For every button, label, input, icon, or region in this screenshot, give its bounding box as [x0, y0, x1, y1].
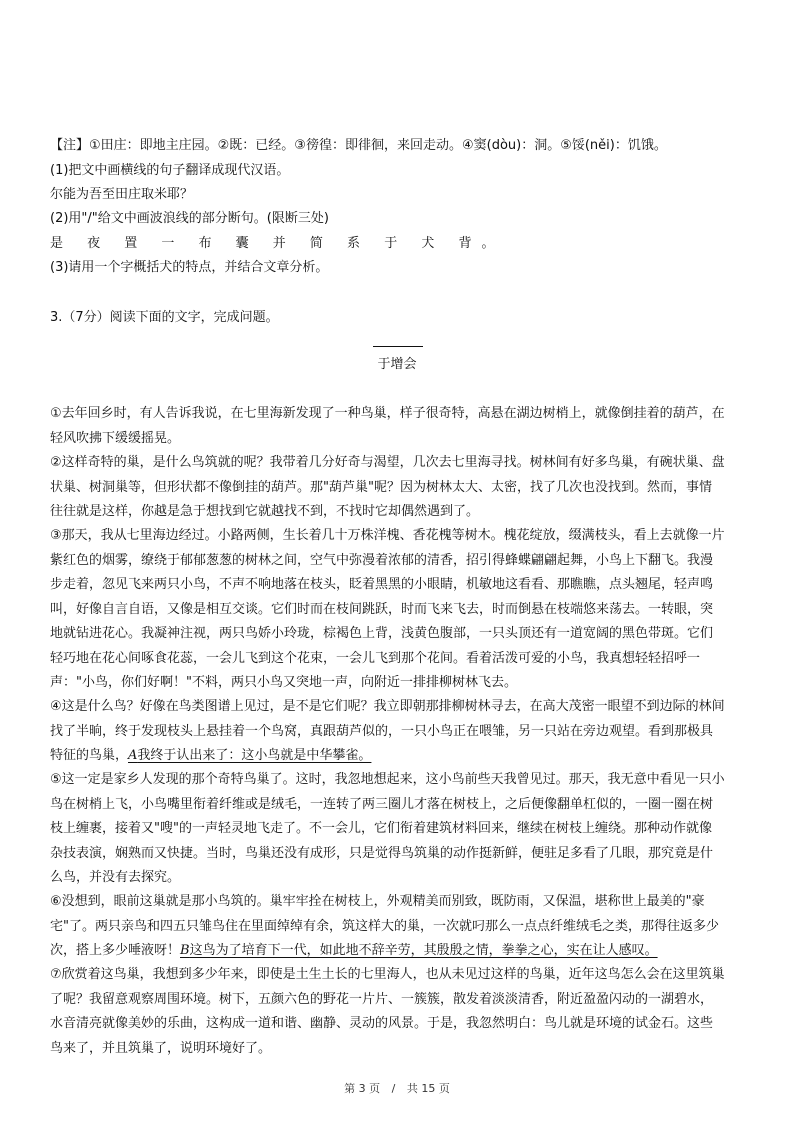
paragraph-line: 步走着，忽见飞来两只小鸟，不声不响地落在枝头，眨着黑黑的小眼睛，机敏地这看看、那瞧瞧，点头翘尾，轻声鸣 [50, 577, 714, 592]
author-name: 于增会 [377, 357, 417, 372]
paragraph-line: 枝上缠裹，接着又"嗖"的一声轻灵地飞走了。不一会儿，它们衔着建筑材料回来，继续在树枝上缠绕。那种动作就像 [50, 821, 712, 836]
text-span: 我终于认出来了：这小鸟就是中华攀雀。 [137, 748, 372, 763]
text-span: 特征的鸟巢， [50, 748, 129, 763]
paragraph-2 [50, 451, 750, 525]
paragraph-line: 鸟在树梢上飞，小鸟嘴里衔着纤维或是绒毛，一连转了两三圈儿才落在树枝上，之后便像翻单杠似的，一圈一圈在树 [50, 796, 714, 812]
paragraph-4 [50, 695, 750, 769]
section-3-heading: 3.（7分）阅读下面的文字，完成问题。 [50, 310, 279, 325]
paragraph-line: 地就钻进花心。我凝神注视，两只鸟娇小玲珑，棕褐色上背，浅黄色腹部，一只头顶还有一道宽阔的黑色带斑。它们 [50, 626, 714, 641]
paragraph-line [50, 939, 750, 964]
page-total: 共 15 页 [406, 1082, 450, 1095]
paragraph-line: 紫红色的烟雾，缭绕于郁郁葱葱的树林之间，空气中弥漫着浓郁的清香，招引得蜂蝶翩翩起舞，小鸟上下翻飞。我漫 [50, 552, 714, 568]
paragraph-line: 了呢？我留意观察周围环境。树下，五颜六色的野花一片片、一簇簇，散发着淡淡清香，附近盈盈闪动的一湖碧水， [50, 991, 714, 1007]
paragraph-5 [50, 768, 750, 891]
annotation-note: 【注】①田庄：即地主庄园。②既：已经。③徬徨：即徘徊，来回走动。④窦(dòu)：洞。⑤馁(něi)：饥饿。 [50, 138, 667, 153]
underlined-sentence-a [128, 748, 371, 763]
paragraph-line: ⑦欣赏着这鸟巢，我想到多少年来，即使是土生土长的七里海人，也从未见过这样的鸟巢，近年这鸟怎么会在这里筑巢 [50, 967, 725, 982]
paragraph-line: 鸟来了，并且筑巢了，说明环境好了。 [50, 1040, 272, 1056]
question-2-sentence: 是 夜 置 一 布 囊 并 简 系 于 犬 背。 [50, 236, 505, 251]
text-span: 次，搭上多少唾液呀！ [50, 943, 181, 958]
paragraph-line: ⑥没想到，眼前这巢就是那小鸟筑的。巢牢牢拴在树枝上，外观精美而别致，既防雨，又保温，堪称世上最美的"豪 [50, 894, 705, 909]
paragraph-line: 轻风吹拂下缓缓摇晃。 [50, 430, 181, 446]
marker-b: B [180, 943, 190, 958]
paragraph-3 [50, 524, 750, 696]
page-number: 第 3 页 [344, 1082, 381, 1095]
text-span: 这鸟为了培育下一代，如此地不辞辛劳，其殷殷之情，拳拳之心，实在让人感叹。 [189, 943, 658, 958]
paragraph-line [50, 744, 750, 769]
paragraph-line: 状巢、树洞巢等，但形状都不像倒挂的葫芦。那"葫芦巢"呢？因为树林太大、太密，找了几次也没找到。然而，事情 [50, 479, 712, 495]
missing-title-blank [373, 346, 423, 347]
paragraph-line: 叫，好像自言自语，又像是相互交谈。它们时而在枝间跳跃，时而飞来飞去，时而倒悬在枝端悠来荡去。一转眼，突 [50, 601, 714, 617]
paragraph-line: 杂技表演，娴熟而又快捷。当时，鸟巢还没有成形，只是觉得鸟筑巢的动作挺新鲜，便驻足多看了几眼，那究竟是什 [50, 845, 714, 861]
question-3: (3)请用一个字概括犬的特点，并结合文章分析。 [50, 260, 329, 275]
paragraph-line: 声："小鸟，你们好啊！"不料，两只小鸟又突地一声，向附近一排排柳树林飞去。 [50, 675, 517, 690]
paragraph-line: 往往就是这样，你越是急于想找到它就越找不到，不找时它却偶然遇到了。 [50, 504, 480, 519]
paragraph-line: ④这是什么鸟？好像在鸟类图谱上见过，是不是它们呢？我立即朝那排柳树林寻去，在高大茂密一眼望不到边际的林间 [50, 699, 725, 714]
marker-a: A [128, 748, 138, 763]
paragraph-line: 水音清亮就像美妙的乐曲，这构成一道和谐、幽静、灵动的风景。于是，我忽然明白：鸟儿就是环境的试金石。这些 [50, 1016, 714, 1031]
paragraph-1 [50, 402, 750, 451]
page-separator: / [391, 1082, 396, 1095]
paragraph-line: ②这样奇特的巢，是什么鸟筑就的呢？我带着几分好奇与渴望，几次去七里海寻找。树林间有好多鸟巢，有碗状巢、盘 [50, 455, 725, 470]
paragraph-line: 找了半晌，终于发现枝头上悬挂着一个鸟窝，真跟葫芦似的，一只小鸟正在喂雏，另一只站在旁边观望。看到那极具 [50, 723, 714, 739]
paragraph-7 [50, 963, 750, 1061]
page-footer [0, 1080, 794, 1096]
question-1: (1)把文中画横线的句子翻译成现代汉语。 [50, 163, 290, 178]
paragraph-line: 么鸟，并没有去探究。 [50, 870, 181, 885]
underlined-sentence-b [180, 943, 658, 958]
question-2: (2)用"/"给文中画波浪线的部分断句。(限断三处) [50, 211, 329, 226]
paragraph-line: ①去年回乡时，有人告诉我说，在七里海新发现了一种鸟巢，样子很奇特，高悬在湖边树梢上，就像倒挂着的葫芦，在 [50, 406, 725, 421]
question-1-sentence: 尔能为吾至田庄取米耶？ [50, 187, 194, 202]
paragraph-line: 宅"了。两只亲鸟和四五只雏鸟住在里面绰绰有余，筑这样大的巢，一次就叼那么一点点纤维绒毛之类，那得往返多少 [50, 918, 719, 934]
paragraph-line: 轻巧地在花心间啄食花蕊，一会儿飞到这个花束，一会儿飞到那个花间。看着活泼可爱的小鸟，我真想轻轻招呼一 [50, 650, 701, 666]
paragraph-line: ⑤这一定是家乡人发现的那个奇特鸟巢了。这时，我忽地想起来，这小鸟前些天我曾见过。那天，我无意中看见一只小 [50, 772, 725, 787]
paragraph-6 [50, 890, 750, 964]
paragraph-line: ③那天，我从七里海边经过。小路两侧，生长着几十万株洋槐、香花槐等树木。槐花绽放，缀满枝头，看上去就像一片 [50, 528, 725, 543]
